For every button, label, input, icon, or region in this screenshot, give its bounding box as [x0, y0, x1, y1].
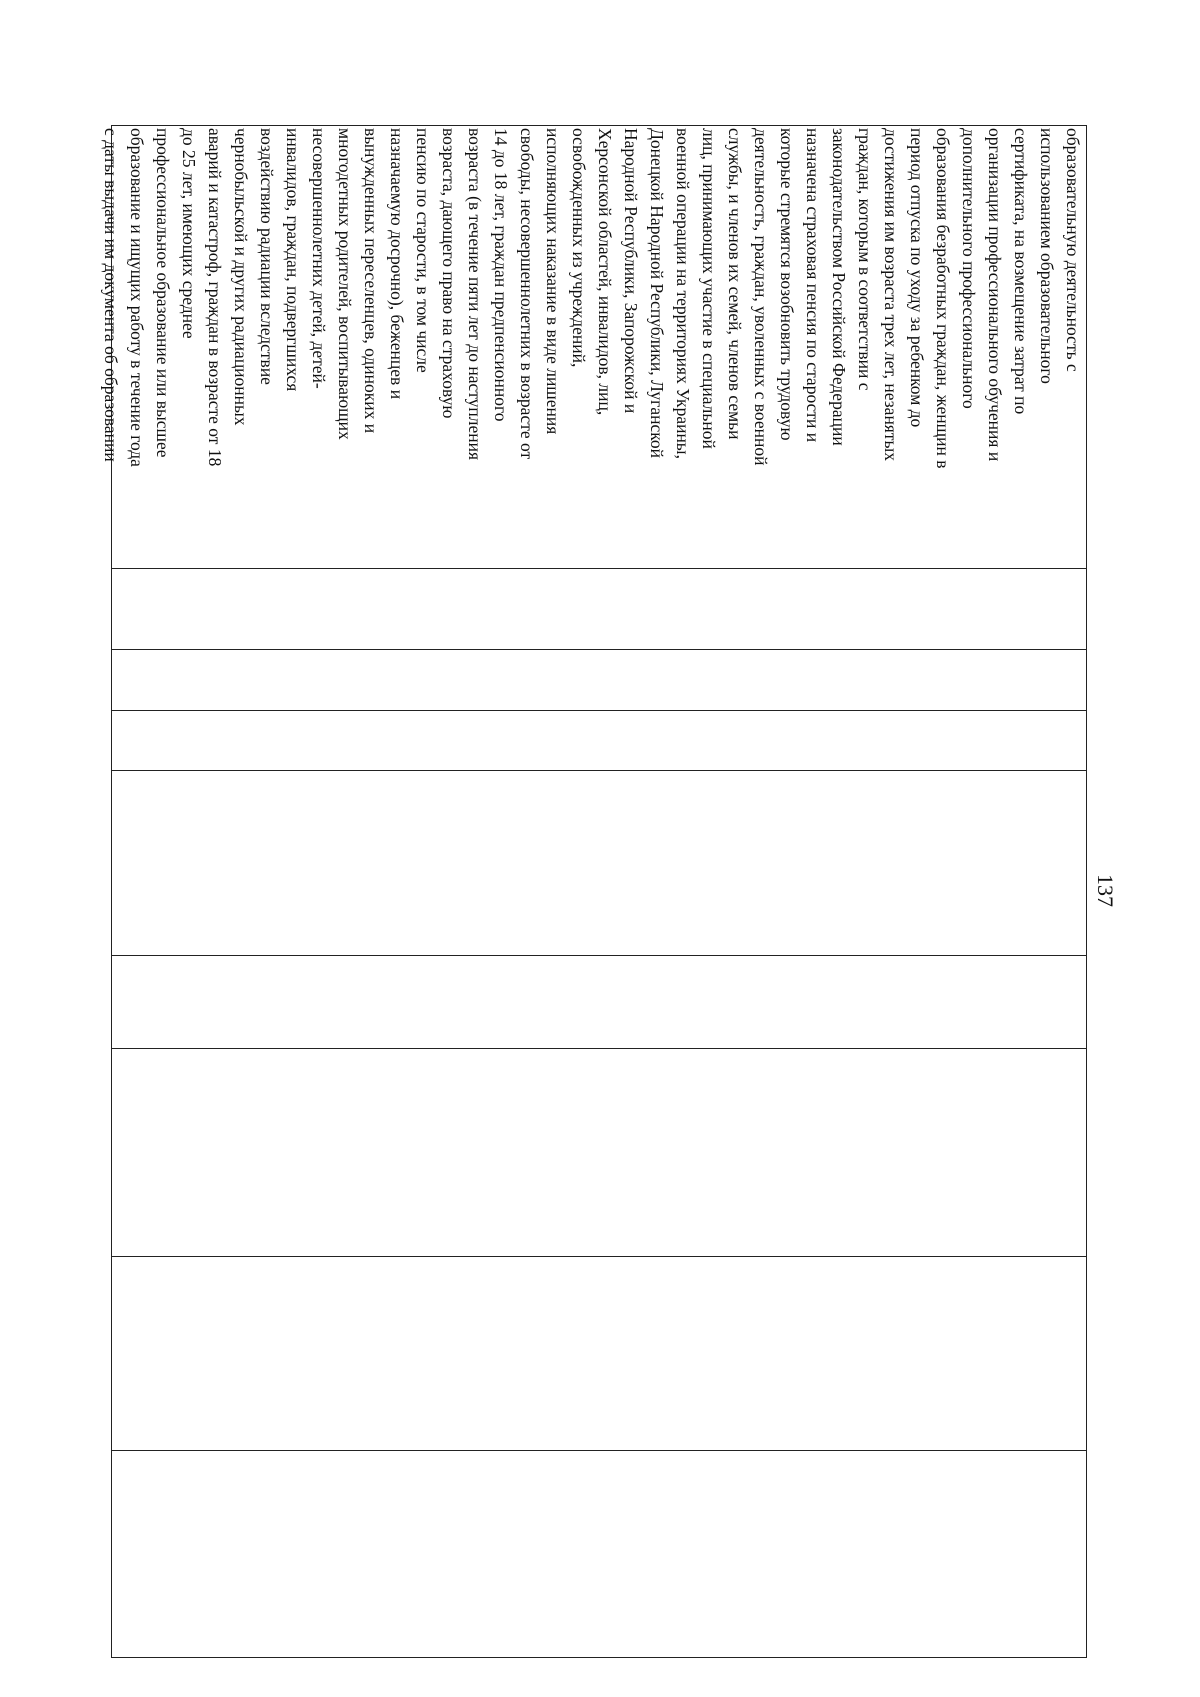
text-line: образовательную деятельность с — [1063, 128, 1083, 372]
column-divider — [112, 955, 1086, 956]
text-line: законодательством Российской Федерации — [829, 128, 849, 446]
description-text — [98, 126, 1088, 568]
text-line: 14 до 18 лет, граждан предпенсионного — [491, 128, 511, 422]
text-line: которые стремятся возобновить трудовую — [777, 128, 797, 441]
text-line: несовершеннолетних детей, детей- — [309, 128, 329, 389]
text-line: возраста, дающего право на страховую — [439, 128, 459, 419]
column-divider — [112, 649, 1086, 650]
text-line: образование и ищущих работу в течение года — [127, 128, 147, 467]
text-line: военной операции на территориях Украины, — [673, 128, 693, 459]
page-number: 137 — [1093, 874, 1118, 907]
column-divider — [112, 1450, 1086, 1451]
text-line: воздействию радиации вследствие — [257, 128, 277, 385]
column-divider — [112, 770, 1086, 771]
column-divider — [112, 710, 1086, 711]
text-line: профессиональное образование или высшее — [153, 128, 173, 458]
column-divider — [112, 1048, 1086, 1049]
text-line: освобожденных из учреждений, — [569, 128, 589, 368]
text-line: до 25 лет, имеющих среднее — [179, 128, 199, 339]
text-line: исполняющих наказание в виде лишения — [543, 128, 563, 435]
text-line: аварий и катастроф, граждан в возрасте от 18 — [205, 128, 225, 467]
text-line: пенсию по старости, в том числе — [413, 128, 433, 373]
text-line: сертификата, на возмещение затрат по — [1011, 128, 1031, 415]
text-line: возраста (в течение пяти лет до наступления — [465, 128, 485, 461]
text-line: период отпуска по уходу за ребенком до — [907, 128, 927, 428]
rotated-table — [101, 125, 1087, 1658]
text-line: многодетных родителей, воспитывающих — [335, 128, 355, 440]
text-line: с даты выдачи им документа об образовании — [101, 128, 121, 462]
text-line: вынужденных переселенцев, одиноких и — [361, 128, 381, 434]
text-line: граждан, которым в соответствии с — [855, 128, 875, 391]
column-divider — [112, 568, 1086, 569]
text-line: службы, и членов их семей, членов семьи — [725, 128, 745, 440]
description-cell — [101, 126, 1088, 568]
text-line: использованием образовательного — [1037, 128, 1057, 384]
text-line: дополнительного профессионального — [959, 128, 979, 409]
text-line: лиц, принимающих участие в специальной — [699, 128, 719, 449]
text-line: инвалидов, граждан, подвергшихся — [283, 128, 303, 392]
text-line: назначаемую досрочно), беженцев и — [387, 128, 407, 400]
text-line: деятельность, граждан, уволенных с военной — [751, 128, 771, 466]
text-line: Херсонской областей, инвалидов, лиц, — [595, 128, 615, 416]
text-line: достижения им возраста трех лет, незанятых — [881, 128, 901, 462]
text-line: свободы, несовершеннолетних в возрасте от — [517, 128, 537, 460]
column-divider — [112, 1256, 1086, 1257]
text-line: чернобыльской и других радиационных — [231, 128, 251, 426]
text-line: Народной Республики, Запорожской и — [621, 128, 641, 414]
text-line: назначена страховая пенсия по старости и — [803, 128, 823, 443]
text-line: организации профессионального обучения и — [985, 128, 1005, 462]
text-line: образования безработных граждан, женщин в — [933, 128, 953, 469]
text-line: Донецкой Народной Республики, Луганской — [647, 128, 667, 458]
